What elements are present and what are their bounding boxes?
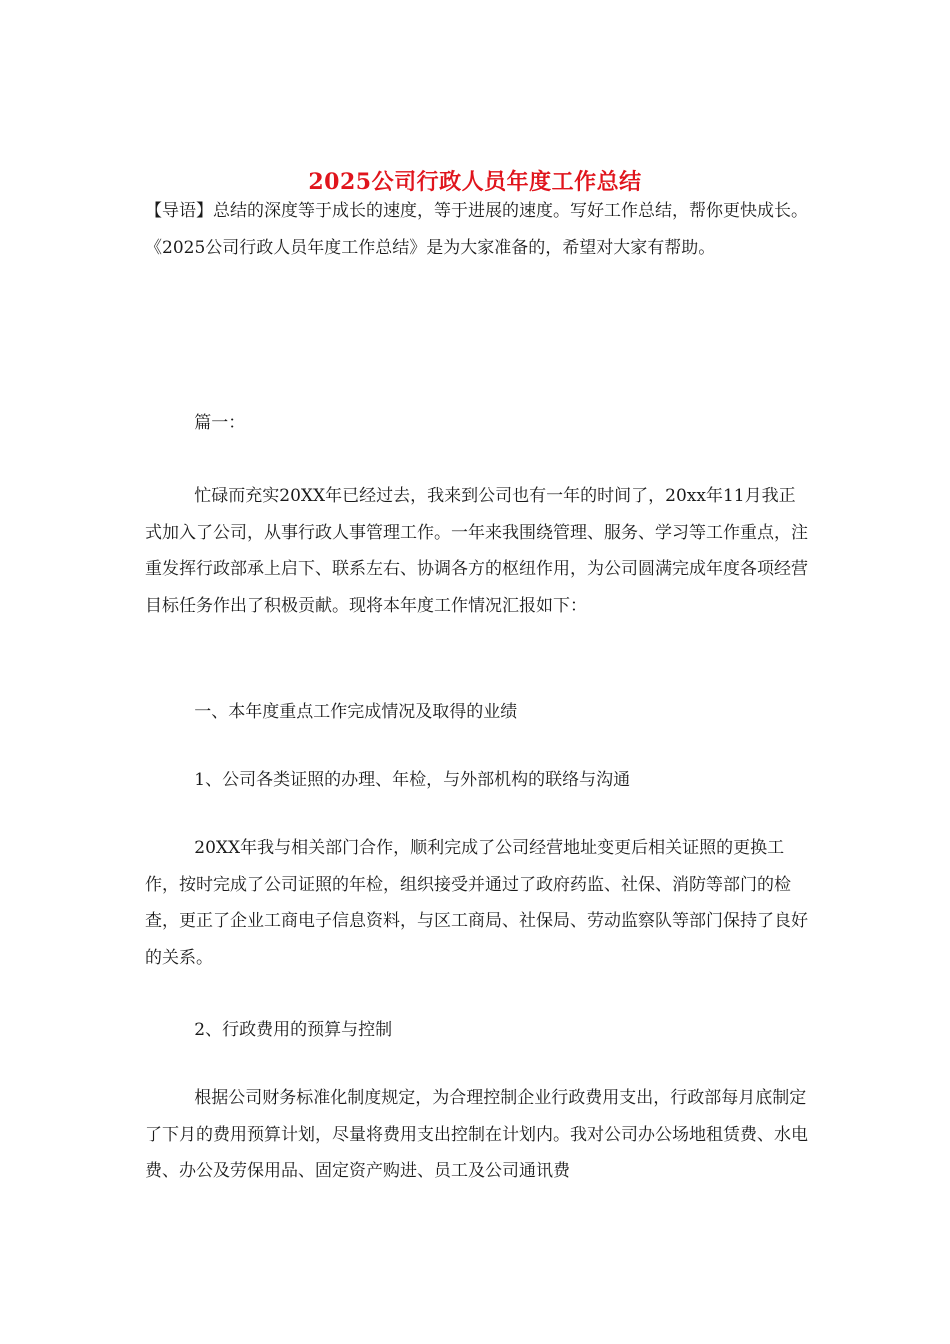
- item-heading-2: 2、行政费用的预算与控制: [194, 1020, 393, 1040]
- body-paragraph-2: 20XX年我与相关部门合作，顺利完成了公司经营地址变更后相关证照的更换工作，按时完成了公司证照的年检，组织接受并通过了政府药监、社保、消防等部门的检查，更正了企业工商电子信息资料，与区工商局、社保局、劳动监察队等部门保持了良好的关系。: [145, 838, 808, 968]
- intro-paragraph: 【导语】总结的深度等于成长的速度，等于进展的速度。写好工作总结，帮你更快成长。《2025公司行政人员年度工作总结》是为大家准备的，希望对大家有帮助。: [145, 201, 808, 258]
- body-paragraph-3: 根据公司财务标准化制度规定，为合理控制企业行政费用支出，行政部每月底制定了下月的费用预算计划，尽量将费用支出控制在计划内。我对公司办公场地租赁费、水电费、办公及劳保用品、固定资产购进、员工及公司通讯费: [145, 1088, 808, 1181]
- section-heading-1: 一、本年度重点工作完成情况及取得的业绩: [194, 702, 518, 722]
- body-paragraph-1: 忙碌而充实20XX年已经过去，我来到公司也有一年的时间了，20xx年11月我正式加入了公司，从事行政人事管理工作。一年来我围绕管理、服务、学习等工作重点，注重发挥行政部承上启下、联系左右、协调各方的枢纽作用，为公司圆满完成年度各项经营目标任务作出了积极贡献。现将本年度工作情况汇报如下：: [145, 486, 808, 616]
- document-title: 2025公司行政人员年度工作总结: [308, 168, 642, 195]
- part-heading: 篇一：: [194, 413, 246, 433]
- item-heading-1: 1、公司各类证照的办理、年检，与外部机构的联络与沟通: [194, 770, 631, 790]
